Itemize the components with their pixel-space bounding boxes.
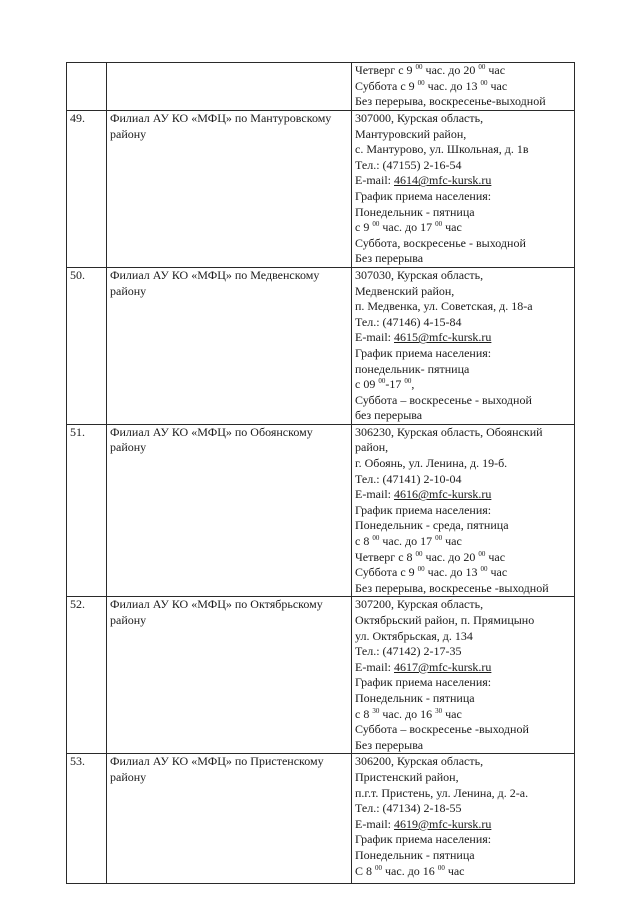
contact-line: Суббота с 9 $^{00}$ час. до 13 $^{00}$ час: [355, 565, 508, 580]
contact-line: Тел.: (47155) 2-16-54: [355, 157, 462, 172]
email-link[interactable]: 4617@mfc-kursk.ru: [394, 659, 492, 674]
contact-line: График приема населения:: [355, 345, 492, 360]
time-superscript: 00: [378, 377, 386, 386]
time-superscript: 00: [480, 565, 488, 574]
contact-line: [355, 817, 574, 833]
contact-line: Без перерыва, воскресенье -выходной: [355, 580, 549, 595]
email-link[interactable]: 4615@mfc-kursk.ru: [394, 330, 492, 345]
contact-line: 306230, Курская область, Обоянский: [355, 424, 543, 439]
time-superscript: 00: [435, 534, 443, 543]
contact-line: Медвенский район,: [355, 283, 455, 298]
contact-line: Без перерыва: [355, 251, 424, 266]
contact-line: С 8 $^{00}$ час. до 16 $^{00}$ час: [355, 863, 465, 878]
row-number: 49.: [67, 111, 107, 268]
contact-line: Мантуровский район,: [355, 126, 467, 141]
contact-line: Без перерыва: [355, 737, 424, 752]
time-superscript: 30: [372, 706, 380, 715]
contact-line: с 9 $^{00}$ час. до 17 $^{00}$ час: [355, 220, 462, 235]
table-row: [67, 267, 575, 424]
row-number: 51.: [67, 424, 107, 597]
mfc-branches-table: [66, 62, 575, 884]
branch-name-cell: [107, 267, 352, 424]
email-link[interactable]: 4616@mfc-kursk.ru: [394, 487, 492, 502]
email-link[interactable]: 4614@mfc-kursk.ru: [394, 173, 492, 188]
time-superscript: 00: [417, 565, 425, 574]
contact-line: Понедельник - пятница: [355, 204, 475, 219]
email-label: E-mail:: [355, 816, 394, 831]
contact-line: г. Обоянь, ул. Ленина, д. 19-б.: [355, 456, 508, 471]
contact-line: район,: [355, 440, 389, 455]
table-row: [67, 424, 575, 597]
email-label: E-mail:: [355, 173, 394, 188]
time-superscript: 00: [480, 78, 488, 87]
contact-line: График приема населения:: [355, 188, 492, 203]
contact-line: с. Мантурово, ул. Школьная, д. 1в: [355, 142, 529, 157]
table-body: [67, 63, 575, 884]
contact-line: [355, 660, 574, 676]
time-superscript: 00: [372, 534, 380, 543]
time-superscript: 00: [372, 220, 380, 229]
contact-line: Суббота с 9 $^{00}$ час. до 13 $^{00}$ час: [355, 78, 508, 93]
email-label: E-mail:: [355, 330, 394, 345]
table-row: [67, 111, 575, 268]
branch-name: Филиал АУ КО «МФЦ» по Медвенскому району: [110, 267, 320, 298]
branch-name-cell: [107, 597, 352, 754]
row-number: 52.: [67, 597, 107, 754]
row-number: 53.: [67, 754, 107, 884]
contact-line: 307030, Курская область,: [355, 267, 484, 282]
time-superscript: 00: [478, 63, 486, 71]
contact-line: [355, 487, 574, 503]
contact-line: 307000, Курская область,: [355, 111, 484, 125]
contact-line: График приема населения:: [355, 502, 492, 517]
contact-line: График приема населения:: [355, 832, 492, 847]
time-superscript: 00: [478, 549, 486, 558]
branch-name-cell: [107, 424, 352, 597]
contact-line: Суббота, воскресенье - выходной: [355, 235, 526, 250]
time-superscript: 00: [375, 863, 383, 872]
row-number: [67, 63, 107, 111]
contact-line: Тел.: (47142) 2-17-35: [355, 644, 462, 659]
branch-contact-cell: [352, 597, 575, 754]
contact-line: Понедельник - пятница: [355, 690, 475, 705]
contact-line: Суббота – воскресенье -выходной: [355, 722, 529, 737]
contact-line: без перерыва: [355, 408, 423, 423]
time-superscript: 00: [435, 220, 443, 229]
contact-line: ул. Октябрьская, д. 134: [355, 628, 473, 643]
branch-contact-cell: [352, 267, 575, 424]
contact-line: График приема населения:: [355, 675, 492, 690]
contact-line: Октябрьский район, п. Прямицыно: [355, 613, 535, 627]
contact-line: [355, 173, 574, 189]
branch-name: Филиал АУ КО «МФЦ» по Обоянскому району: [110, 424, 313, 455]
branch-name: Филиал АУ КО «МФЦ» по Пристенскому району: [110, 754, 324, 784]
email-link[interactable]: 4619@mfc-kursk.ru: [394, 816, 492, 831]
time-superscript: 00: [404, 377, 412, 386]
contact-line: с 8 $^{30}$ час. до 16 $^{30}$ час: [355, 706, 462, 721]
contact-line: Суббота – воскресенье - выходной: [355, 392, 532, 407]
time-superscript: 00: [437, 863, 445, 872]
email-label: E-mail:: [355, 659, 394, 674]
time-superscript: 30: [435, 706, 443, 715]
contact-line: 306200, Курская область,: [355, 754, 484, 769]
contact-line: п. Медвенка, ул. Советская, д. 18-а: [355, 299, 533, 314]
branch-contact-cell: [352, 63, 575, 111]
contact-line: п.г.т. Пристень, ул. Ленина, д. 2-а.: [355, 785, 529, 800]
branch-contact-cell: [352, 424, 575, 597]
time-superscript: 00: [415, 63, 423, 71]
contact-line: Четверг с 9 $^{00}$ час. до 20 $^{00}$ час: [355, 63, 506, 77]
contact-line: понедельник- пятница: [355, 361, 470, 376]
contact-line: Понедельник - среда, пятница: [355, 518, 509, 533]
contact-line: Тел.: (47146) 4-15-84: [355, 314, 462, 329]
table-row: [67, 597, 575, 754]
contact-line: с 09 $^{00}$-17 $^{00}$,: [355, 377, 415, 392]
time-superscript: 00: [415, 549, 423, 558]
contact-line: Понедельник - пятница: [355, 847, 475, 862]
branch-name: Филиал АУ КО «МФЦ» по Октябрьскому району: [110, 597, 323, 627]
table-row: [67, 754, 575, 884]
contact-line: Тел.: (47134) 2-18-55: [355, 801, 462, 816]
branch-name: Филиал АУ КО «МФЦ» по Мантуровскому району: [110, 111, 332, 141]
row-number: 50.: [67, 267, 107, 424]
branch-contact-cell: [352, 111, 575, 268]
table-row: [67, 63, 575, 111]
contact-line: с 8 $^{00}$ час. до 17 $^{00}$ час: [355, 534, 462, 549]
branch-name-cell: [107, 111, 352, 268]
contact-line: Четверг с 8 $^{00}$ час. до 20 $^{00}$ час: [355, 549, 506, 564]
branch-contact-cell: [352, 754, 575, 884]
time-superscript: 00: [417, 78, 425, 87]
contact-line: Тел.: (47141) 2-10-04: [355, 471, 462, 486]
branch-name-cell: [107, 754, 352, 884]
contact-line: Без перерыва, воскресенье-выходной: [355, 94, 546, 109]
contact-line: Пристенский район,: [355, 769, 459, 784]
branch-name-cell: [107, 63, 352, 111]
contact-line: [355, 330, 574, 346]
email-label: E-mail:: [355, 487, 394, 502]
contact-line: 307200, Курская область,: [355, 597, 484, 612]
